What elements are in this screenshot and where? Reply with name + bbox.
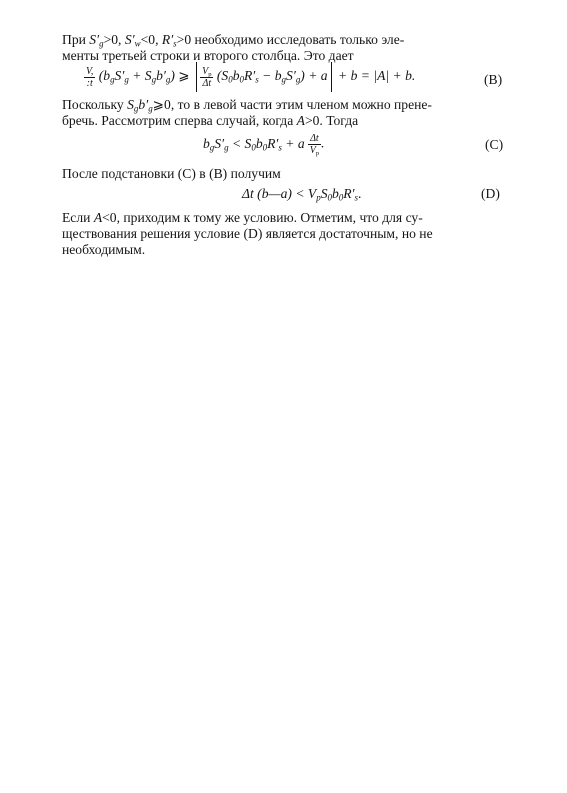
text-run: приходим к тому же условию. Отметим, что для су-	[123, 210, 423, 225]
text-run: бречь. Рассмотрим сперва случай, когда	[62, 113, 294, 128]
equation-label-b: (B)	[484, 72, 503, 87]
text-run: необходимым.	[62, 242, 146, 257]
text-run: Тогда	[326, 113, 359, 128]
math-inline: $S'_w$	[124, 32, 141, 49]
text-run: необходимо исследовать только эле-	[194, 32, 405, 47]
abs-bar-right	[331, 62, 332, 92]
equation-b: $\frac{V,}{:t}$ $(b_gS'_g + S_gb'_g)$ ⩾ $\frac{V_p}{\Delta t}$ $(S_0b_0R'_s - b_gS'_g) + a + b = |A| + b$.	[84, 62, 415, 92]
math-inline: A	[296, 113, 305, 128]
text-run: При	[62, 32, 86, 47]
math-relation: ⩾	[178, 68, 190, 84]
math-relation: >0.	[304, 113, 323, 128]
text-run: ществования решения условие (D) является достаточным, но не	[62, 226, 433, 241]
fraction: $\frac{V_p}{\Delta t}$	[202, 65, 212, 89]
math-relation: >0	[176, 32, 192, 47]
math-inline: A	[93, 210, 103, 225]
equation-d: Δt (b—a) < $V_pS_0b_0R'_s$.	[242, 186, 362, 203]
paragraph-substitution	[62, 166, 506, 182]
math-relation: ⩾0,	[152, 97, 175, 112]
equation-label-c: (C)	[485, 137, 504, 152]
math-expression: + b = |A| + b.	[338, 68, 416, 84]
math-inline: $S_gb'_g$	[127, 97, 153, 114]
fraction: $\frac{\Delta t}{V_p}$	[309, 133, 320, 157]
math-relation: <0,	[102, 210, 120, 225]
math-relation: <0,	[140, 32, 159, 47]
paragraph-conclusion	[62, 210, 506, 258]
abs-bar-left	[196, 62, 197, 92]
equation-label-d: (D)	[481, 186, 500, 201]
paragraph-neglect	[62, 97, 506, 129]
fraction: $\frac{V,}{:t}$	[86, 65, 94, 89]
math-relation: >0,	[103, 32, 122, 47]
math-inline: $R'_s$	[161, 32, 177, 49]
paragraph-intro	[62, 32, 506, 64]
text-run: Поскольку	[62, 97, 124, 112]
text-run: то в левой части этим членом можно прене-	[177, 97, 432, 112]
math-inline: $S'_g$	[89, 32, 104, 49]
text-run: менты третьей строки и второго столбца. Это дает	[62, 48, 354, 63]
text-run: Если	[62, 210, 91, 225]
text-run: После подстановки (С) в (В) получим	[62, 166, 281, 181]
equation-c: $b_gS'_g < S_0b_0R'_s + a$ $\frac{\Delta t}{V_p}$ .	[203, 133, 325, 157]
